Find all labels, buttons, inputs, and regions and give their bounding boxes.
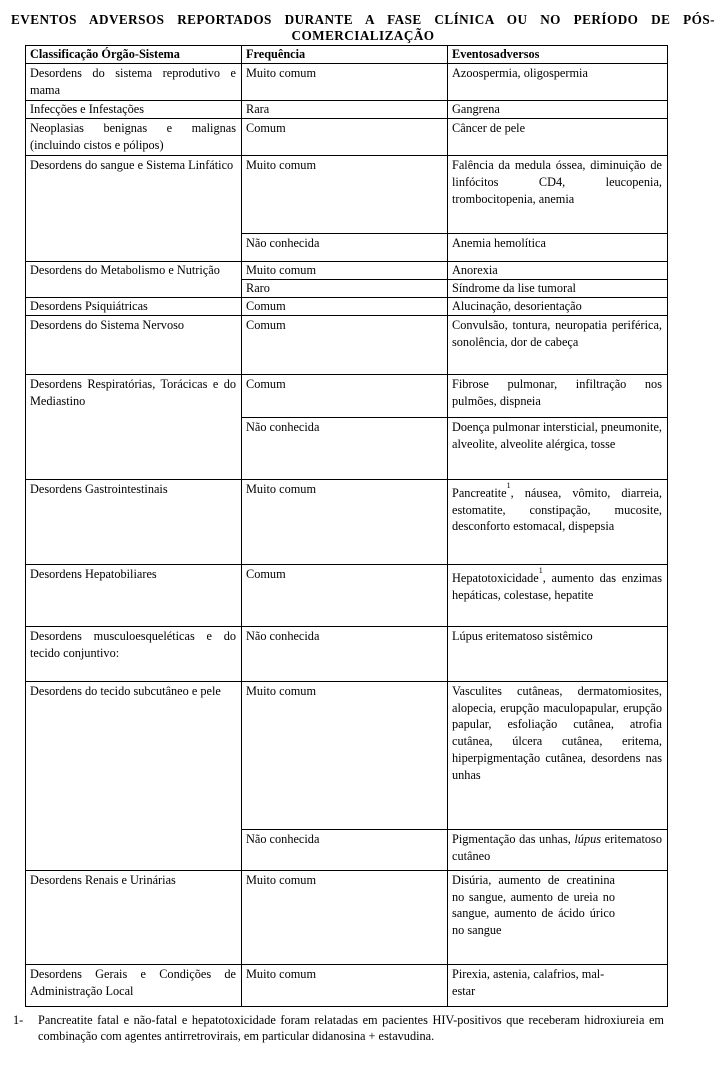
events-italic-term: lúpus bbox=[574, 831, 602, 846]
events-first-term: Hepatotoxicidade bbox=[452, 570, 539, 585]
events-remaining-text: , aumento das enzimas hepáticas, colestase, hepatite bbox=[452, 570, 662, 602]
table-row bbox=[26, 964, 668, 1006]
events-remaining-text: , náusea, vômito, diarreia, estomatite, constipação, mucosite, desconforto estomacal, dispepsia bbox=[452, 485, 662, 534]
frequency-cell: Comum bbox=[242, 564, 448, 626]
frequency-cell: Muito comum bbox=[242, 870, 448, 964]
events-cell: Pirexia, astenia, calafrios, mal-estar bbox=[448, 964, 668, 1006]
table-row bbox=[26, 262, 668, 280]
events-cell: Anorexia bbox=[448, 262, 668, 280]
table-row bbox=[26, 626, 668, 681]
events-cell: Síndrome da lise tumoral bbox=[448, 279, 668, 297]
events-text-end: eritematoso cutâneo bbox=[452, 831, 662, 863]
events-cell: Vasculites cutâneas, dermatomiosites, alopecia, erupção maculopapular, erupção papular, esfoliação cutânea, atrofia cutânea, úlcera cutânea, eritema, hiperpigmentação cutânea, desordens nas unhas bbox=[448, 681, 668, 829]
frequency-cell: Não conhecida bbox=[242, 626, 448, 681]
table-row bbox=[26, 564, 668, 626]
events-cell: Anemia hemolítica bbox=[448, 234, 668, 262]
column-header-frequency: Frequência bbox=[242, 46, 448, 64]
organ-class-cell: Desordens Psiquiátricas bbox=[26, 297, 242, 315]
events-cell: Falência da medula óssea, diminuição de linfócitos CD4, leucopenia, trombocitopenia, anemia bbox=[448, 156, 668, 234]
frequency-cell: Muito comum bbox=[242, 64, 448, 101]
organ-class-cell: Desordens Hepatobiliares bbox=[26, 564, 242, 626]
table-row bbox=[26, 870, 668, 964]
events-text: Pigmentação das unhas, bbox=[452, 831, 571, 846]
events-first-term: Pancreatite bbox=[452, 485, 507, 500]
events-cell: Doença pulmonar intersticial, pneumonite, alveolite, alveolite alérgica, tosse bbox=[448, 417, 668, 479]
organ-class-cell: Neoplasias benignas e malignas (incluindo cistos e pólipos) bbox=[26, 119, 242, 156]
frequency-cell: Comum bbox=[242, 297, 448, 315]
events-cell: Câncer de pele bbox=[448, 119, 668, 156]
organ-class-cell: Desordens do sistema reprodutivo e mama bbox=[26, 64, 242, 101]
organ-class-cell: Desordens do tecido subcutâneo e pele bbox=[26, 681, 242, 870]
frequency-cell: Comum bbox=[242, 315, 448, 374]
events-cell bbox=[448, 479, 668, 564]
frequency-cell: Muito comum bbox=[242, 479, 448, 564]
table-row bbox=[26, 374, 668, 417]
events-cell: Gangrena bbox=[448, 101, 668, 119]
table-row bbox=[26, 315, 668, 374]
column-header-events: Eventosadversos bbox=[448, 46, 668, 64]
frequency-cell: Não conhecida bbox=[242, 417, 448, 479]
frequency-cell: Comum bbox=[242, 119, 448, 156]
organ-class-cell: Infecções e Infestações bbox=[26, 101, 242, 119]
organ-class-cell: Desordens musculoesqueléticas e do tecido conjuntivo: bbox=[26, 626, 242, 681]
footnote-number: 1- bbox=[13, 1013, 24, 1027]
footnote-marker: 1 bbox=[538, 565, 543, 575]
table-header-row bbox=[26, 46, 668, 64]
table-row bbox=[26, 479, 668, 564]
column-header-class: Classificação Órgão-Sistema bbox=[26, 46, 242, 64]
footnote-marker: 1 bbox=[506, 480, 511, 490]
frequency-cell: Não conhecida bbox=[242, 829, 448, 870]
events-cell: Alucinação, desorientação bbox=[448, 297, 668, 315]
events-cell: Convulsão, tontura, neuropatia periférica, sonolência, dor de cabeça bbox=[448, 315, 668, 374]
events-cell bbox=[448, 829, 668, 870]
frequency-cell: Raro bbox=[242, 279, 448, 297]
table-row bbox=[26, 119, 668, 156]
frequency-cell: Comum bbox=[242, 374, 448, 417]
events-cell bbox=[448, 564, 668, 626]
table-row bbox=[26, 681, 668, 829]
table-row bbox=[26, 156, 668, 234]
organ-class-cell: Desordens Gastrointestinais bbox=[26, 479, 242, 564]
frequency-cell: Muito comum bbox=[242, 964, 448, 1006]
events-cell: Fibrose pulmonar, infiltração nos pulmões, dispneia bbox=[448, 374, 668, 417]
footnote-text: Pancreatite fatal e não-fatal e hepatotoxicidade foram relatadas em pacientes HIV-positivos que receberam hidroxiureia em combinação com agentes antirretrovirais, em particular didanosina + estavudina. bbox=[38, 1013, 664, 1044]
frequency-cell: Muito comum bbox=[242, 156, 448, 234]
events-cell: Azoospermia, oligospermia bbox=[448, 64, 668, 101]
table-row bbox=[26, 297, 668, 315]
frequency-cell: Muito comum bbox=[242, 262, 448, 280]
organ-class-cell: Desordens Renais e Urinárias bbox=[26, 870, 242, 964]
frequency-cell: Não conhecida bbox=[242, 234, 448, 262]
organ-class-cell: Desordens do sangue e Sistema Linfático bbox=[26, 156, 242, 262]
organ-class-cell: Desordens Gerais e Condições de Administração Local bbox=[26, 964, 242, 1006]
events-cell: Disúria, aumento de creatinina no sangue, aumento de ureia no sangue, aumento de ácido úrico no sangue bbox=[448, 870, 668, 964]
organ-class-cell: Desordens do Sistema Nervoso bbox=[26, 315, 242, 374]
table-row bbox=[26, 64, 668, 101]
frequency-cell: Muito comum bbox=[242, 681, 448, 829]
organ-class-cell: Desordens Respiratórias, Torácicas e do Mediastino bbox=[26, 374, 242, 479]
frequency-cell: Rara bbox=[242, 101, 448, 119]
events-cell: Lúpus eritematoso sistêmico bbox=[448, 626, 668, 681]
adverse-events-table bbox=[25, 45, 668, 1007]
organ-class-cell: Desordens do Metabolismo e Nutrição bbox=[26, 262, 242, 298]
table-row bbox=[26, 101, 668, 119]
document-title: EVENTOS ADVERSOS REPORTADOS DURANTE A FASE CLÍNICA OU NO PERÍODO DE PÓS-COMERCIALIZAÇÃO bbox=[11, 12, 715, 43]
